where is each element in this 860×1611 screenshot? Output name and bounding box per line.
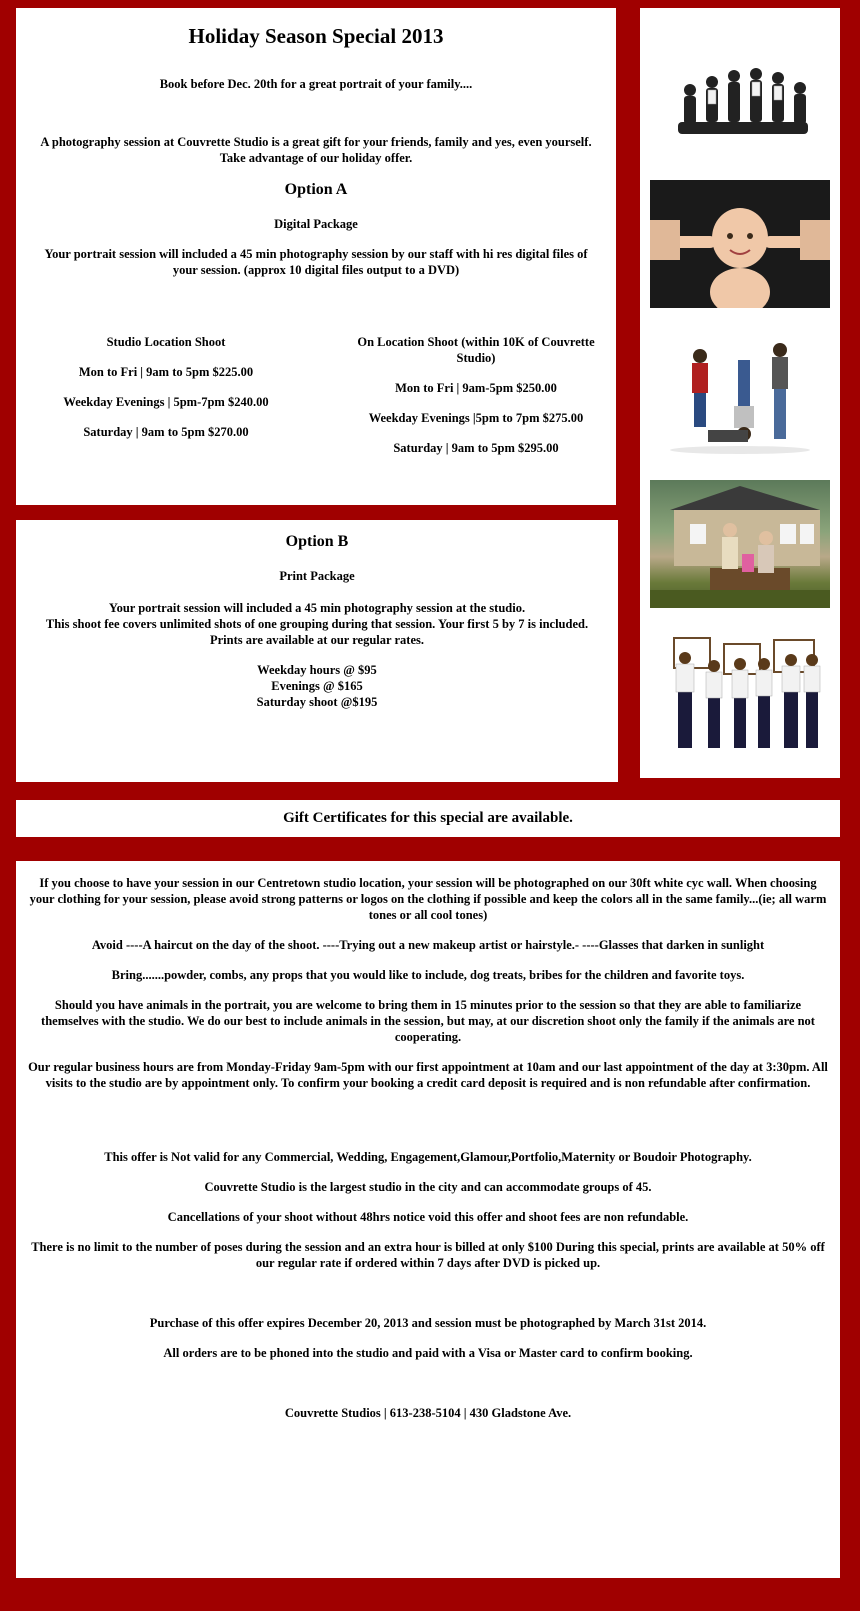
details-panel <box>16 861 840 1578</box>
gift-certificate-text: Gift Certificates for this special are available. <box>283 810 573 826</box>
option-b-rate: Weekday hours @ $95 <box>257 663 377 677</box>
details-paragraph: Our regular business hours are from Monday-Friday 9am-5pm with our first appointment at 10am and our last appointment of the day at 3:30pm. All visits to the studio are by appointment only. To confirm your booking a credit card deposit is required and is non refundable after confirmation. <box>28 1060 828 1090</box>
option-b-panel <box>16 520 618 782</box>
details-paragraph: Should you have animals in the portrait, you are welcome to bring them in 15 minutes prior to the session so that they are able to familiarize themselves with the studio. We do our best to include animals in the session, but may, at our discretion shoot only the family if the animals are not cooperating. <box>41 998 815 1044</box>
details-paragraph: Couvrette Studio is the largest studio in the city and can accommodate groups of 45. <box>204 1180 652 1194</box>
gift-intro-text: A photography session at Couvrette Studio is a great gift for your friends, family and yes, even yourself. Take advantage of our holiday offer. <box>40 135 592 165</box>
details-paragraph: There is no limit to the number of poses during the session and an extra hour is billed at only $100 During this special, prints are available at 50% off our regular rate if ordered within 7 days after DVD is picked up. <box>31 1240 825 1270</box>
book-before-text: Book before Dec. 20th for a great portrait of your family.... <box>159 77 473 91</box>
details-paragraph: Cancellations of your shoot without 48hrs notice void this offer and shoot fees are non refundable. <box>167 1210 689 1224</box>
details-paragraph: All orders are to be phoned into the studio and paid with a Visa or Master card to confirm booking. <box>163 1346 693 1360</box>
option-a-description: Your portrait session will included a 45 min photography session by our staff with hi res digital files of your session. (approx 10 digital files output to a DVD) <box>44 247 588 277</box>
photo-column <box>640 8 840 778</box>
family-playing-photo <box>650 330 830 458</box>
option-a-heading: Option A <box>284 181 348 198</box>
details-paragraph: If you choose to have your session in our Centretown studio location, your session will be photographed on our 30ft white cyc wall. When choosing your clothing for your session, please avoid strong patterns or logos on the clothing if possible and keep the colors all in the same family...(ie; all warm tones or all cool tones) <box>29 876 827 922</box>
option-b-package: Print Package <box>279 569 355 583</box>
studio-location-rates <box>36 334 296 454</box>
family-group-photo <box>650 30 830 158</box>
contact-footer: Couvrette Studios | 613-238-5104 | 430 Gladstone Ave. <box>284 1406 572 1420</box>
details-paragraph: Bring.......powder, combs, any props that you would like to include, dog treats, bribes for the children and favorite toys. <box>111 968 745 982</box>
location-rate: Saturday | 9am to 5pm $295.00 <box>393 441 559 455</box>
gift-certificate-bar <box>16 800 840 837</box>
page-title: Holiday Season Special 2013 <box>188 24 444 48</box>
studio-rate: Weekday Evenings | 5pm-7pm $240.00 <box>63 395 269 409</box>
family-frames-photo <box>650 630 830 758</box>
location-rate: Weekday Evenings |5pm to 7pm $275.00 <box>368 411 584 425</box>
on-location-rates <box>341 334 611 470</box>
option-a-package: Digital Package <box>274 217 358 231</box>
studio-location-title: Studio Location Shoot <box>106 335 226 349</box>
studio-rate: Saturday | 9am to 5pm $270.00 <box>83 425 249 439</box>
on-location-title: On Location Shoot (within 10K of Couvrette Studio) <box>357 335 595 365</box>
baby-photo <box>650 180 830 308</box>
option-b-rate: Saturday shoot @$195 <box>256 695 378 709</box>
details-paragraph: This offer is Not valid for any Commercial, Wedding, Engagement,Glamour,Portfolio,Maternity or Boudoir Photography. <box>104 1150 752 1164</box>
outdoor-house-photo <box>650 480 830 608</box>
option-b-rate: Evenings @ $165 <box>271 679 363 693</box>
option-b-heading: Option B <box>285 533 349 550</box>
option-b-description-1: Your portrait session will included a 45 min photography session at the studio. <box>108 601 526 615</box>
option-a-panel <box>16 8 616 505</box>
details-paragraph: Purchase of this offer expires December 20, 2013 and session must be photographed by March 31st 2014. <box>149 1316 707 1330</box>
studio-rate: Mon to Fri | 9am to 5pm $225.00 <box>78 365 254 379</box>
location-rate: Mon to Fri | 9am-5pm $250.00 <box>395 381 557 395</box>
option-b-description-2: This shoot fee covers unlimited shots of one grouping during that session. Your first 5 by 7 is included. Prints are available at our regular rates. <box>45 617 589 647</box>
details-paragraph: Avoid ----A haircut on the day of the shoot. ----Trying out a new makeup artist or hairstyle.- ----Glasses that darken in sunlight <box>91 938 765 952</box>
